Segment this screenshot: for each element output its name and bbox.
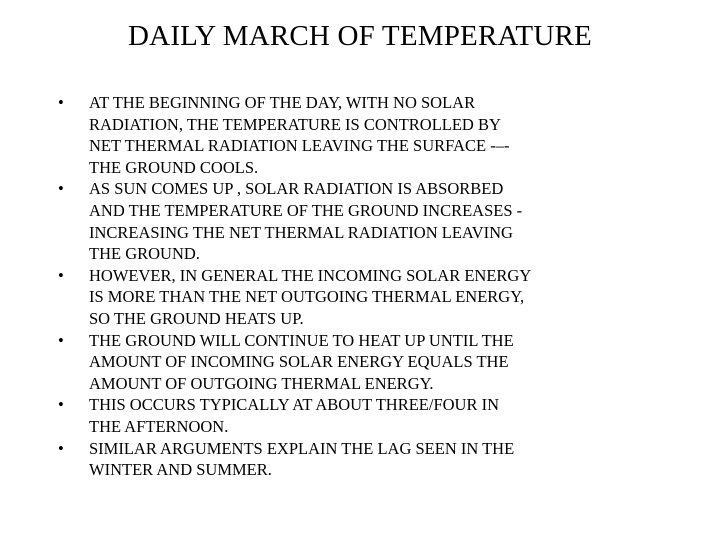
bullet-line: INCREASING THE NET THERMAL RADIATION LEAVING — [89, 222, 513, 242]
bullet-line: WINTER AND SUMMER. — [89, 460, 272, 480]
bullet-item — [58, 178, 698, 264]
bullet-line: AMOUNT OF INCOMING SOLAR ENERGY EQUALS THE — [89, 352, 509, 372]
bullet-line: SIMILAR ARGUMENTS EXPLAIN THE LAG SEEN IN THE — [89, 438, 515, 458]
slide-title: DAILY MARCH OF TEMPERATURE — [128, 20, 592, 52]
bullet-line: THE GROUND. — [89, 244, 200, 264]
bullet-line: AMOUNT OF OUTGOING THERMAL ENERGY. — [89, 373, 434, 393]
bullet-line: THE GROUND WILL CONTINUE TO HEAT UP UNTIL THE — [89, 330, 514, 350]
bullet-item — [58, 394, 698, 437]
bullet-icon: • — [58, 330, 64, 350]
bullet-line: AT THE BEGINNING OF THE DAY, WITH NO SOLAR — [89, 93, 476, 112]
bullet-line: AS SUN COMES UP , SOLAR RADIATION IS ABSORBED — [89, 179, 504, 199]
bullet-line: AND THE TEMPERATURE OF THE GROUND INCREASES - — [89, 200, 523, 220]
bullet-item — [58, 330, 698, 395]
bullet-icon: • — [58, 265, 64, 285]
bullet-icon: • — [58, 179, 64, 199]
bullet-item — [58, 265, 698, 330]
bullet-line: IS MORE THAN THE NET OUTGOING THERMAL ENERGY, — [89, 287, 525, 307]
bullet-item — [58, 92, 698, 178]
bullet-line: SO THE GROUND HEATS UP. — [89, 308, 304, 328]
bullet-icon: • — [58, 395, 64, 415]
bullet-icon: • — [58, 93, 64, 112]
bullet-line: RADIATION, THE TEMPERATURE IS CONTROLLED BY — [89, 114, 501, 134]
bullet-line: THE GROUND COOLS. — [89, 157, 259, 177]
bullet-item — [58, 438, 698, 481]
bullet-line: HOWEVER, IN GENERAL THE INCOMING SOLAR ENERGY — [89, 265, 532, 285]
bullet-line: NET THERMAL RADIATION LEAVING THE SURFACE -–- — [89, 136, 510, 156]
bullet-list — [58, 92, 698, 481]
bullet-line: THIS OCCURS TYPICALLY AT ABOUT THREE/FOUR IN — [89, 395, 499, 415]
bullet-icon: • — [58, 438, 64, 458]
bullet-line: THE AFTERNOON. — [89, 416, 229, 436]
